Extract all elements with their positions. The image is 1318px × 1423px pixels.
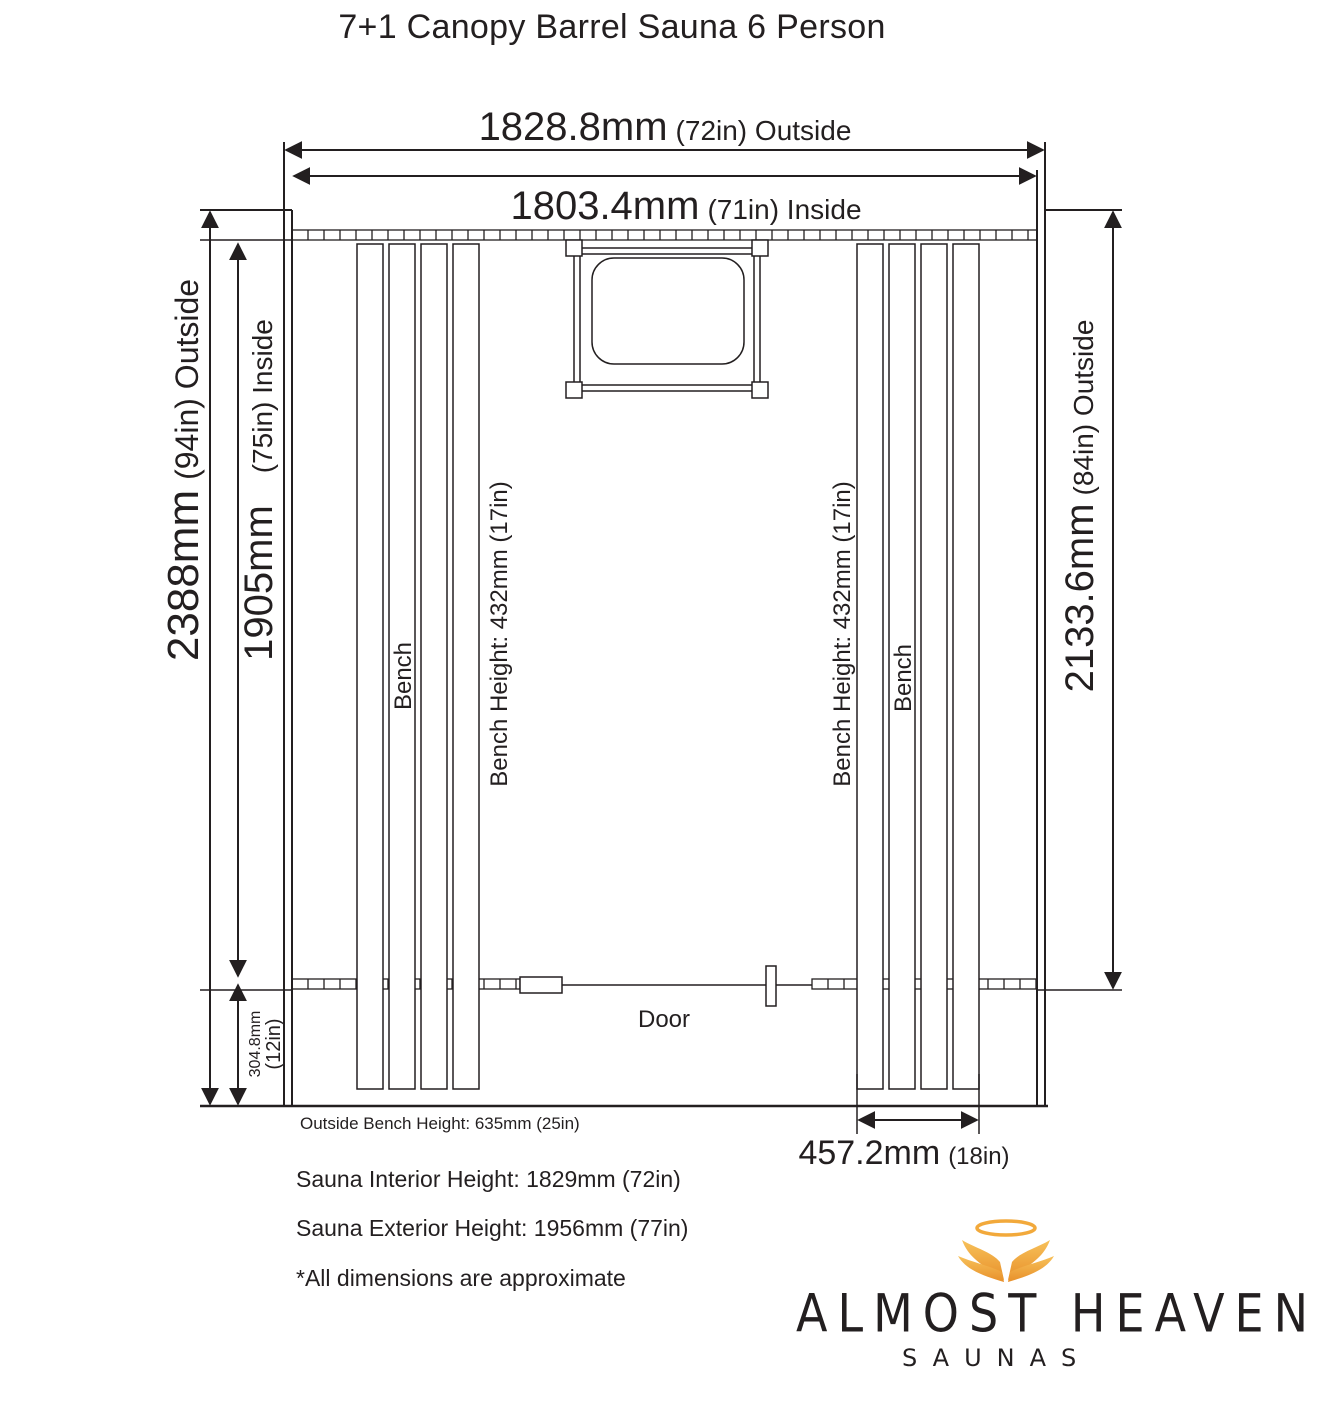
bench-right-label: Bench bbox=[890, 643, 917, 713]
inside-length-label: 1905mm(75in) Inside bbox=[237, 319, 281, 661]
right-outside-label: 2133.6mm(84in) Outside bbox=[1058, 319, 1102, 693]
bench-height-right-label: Bench Height: 432mm (17in) bbox=[829, 481, 856, 787]
interior-height-note: Sauna Interior Height: 1829mm (72in) bbox=[296, 1166, 681, 1192]
inside-width-label: 1803.4mm (71in) Inside bbox=[510, 184, 862, 228]
door-label: Door bbox=[637, 1006, 691, 1033]
outside-width-label: 1828.8mm (72in) Outside bbox=[478, 105, 852, 149]
brand-name: ALMOST HEAVEN bbox=[796, 1282, 1318, 1345]
outside-length-label: 2388mm(94in) Outside bbox=[159, 278, 208, 662]
brand-subtitle: SAUNAS bbox=[902, 1344, 1092, 1372]
canopy-depth-label: 304.8mm bbox=[247, 1010, 264, 1078]
right-bench bbox=[857, 244, 979, 1089]
heater-stove bbox=[592, 258, 744, 364]
bench-height-left-label: Bench Height: 432mm (17in) bbox=[486, 481, 513, 787]
door-handle bbox=[766, 966, 776, 1006]
back-wall-planks bbox=[292, 230, 1037, 240]
exterior-height-note: Sauna Exterior Height: 1956mm (77in) bbox=[296, 1215, 689, 1241]
canopy-depth-detail: (12in) bbox=[263, 1018, 285, 1070]
door bbox=[520, 966, 812, 1006]
bench-depth-label: 457.2mm (18in) bbox=[798, 1134, 1010, 1172]
halo-wings-icon bbox=[958, 1221, 1054, 1282]
disclaimer-note: *All dimensions are approximate bbox=[296, 1265, 626, 1291]
heater bbox=[566, 240, 768, 398]
bench-left-label: Bench bbox=[390, 641, 417, 711]
door-hinge bbox=[520, 977, 562, 993]
outside-bench-height-note: Outside Bench Height: 635mm (25in) bbox=[300, 1114, 580, 1133]
left-bench bbox=[357, 244, 479, 1089]
diagram-title: 7+1 Canopy Barrel Sauna 6 Person bbox=[338, 8, 886, 46]
